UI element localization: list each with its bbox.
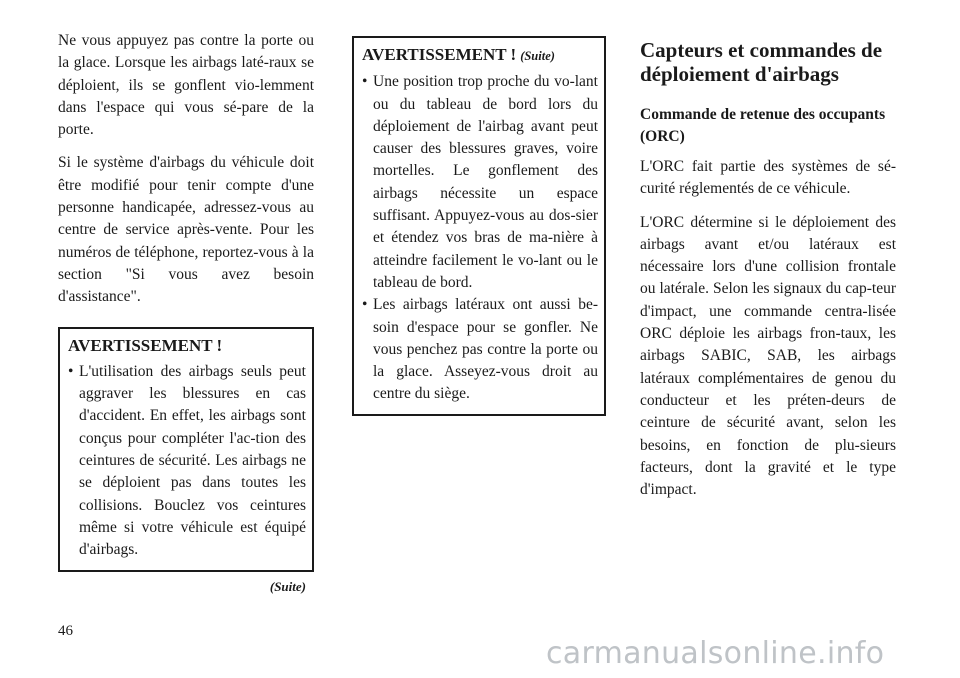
continued-label: (Suite) [269,578,306,594]
warning-item [362,71,598,294]
body-paragraph: Ne vous appuyez pas contre la porte ou la glace. Lorsque les airbags laté-raux se déploient, ils se gonflent vio-lemment dans l'espace qui vous sé-pare de la porte. [58,32,314,139]
continued-label: (Suite) [520,49,555,63]
body-paragraph: L'ORC détermine si le déploiement des airbags avant et/ou latéraux est nécessaire lors d'une collision frontale ou latérale. Selon les signaux du cap-teur d'impact, une commande centra-lisée ORC déploie les airbags fron-taux, les airbags SABIC, SAB, les airbags latéraux complémentaires de genou du conducteur et les préten-deurs de ceinture de sécurité avant, selon les besoins, en fonction de plu-sieurs facteurs, dont la gravité et le type d'impact. [640,213,896,499]
body-paragraph: Si le système d'airbags du véhicule doit être modifié pour tenir compte d'une personne handicapée, adressez-vous au centre de service après-vente. Pour les numéros de téléphone, reportez-vous à la section "Si vous avez besoin d'assistance". [58,154,314,306]
middle-column [352,36,606,416]
left-column [58,30,314,598]
bullet-icon: • [362,73,368,91]
page-number: 46 [58,623,73,639]
body-paragraph: L'ORC fait partie des systèmes de sé-curité réglementés de ce véhicule. [640,158,896,198]
warning-title-text: AVERTISSEMENT ! [362,45,517,64]
bullet-icon: • [68,362,74,380]
subsection-heading: Commande de retenue des occupants (ORC) [640,106,886,145]
warning-item [68,361,306,562]
warning-box [58,327,314,572]
warning-item-text: L'utilisation des airbags seuls peut aggraver les blessures en cas d'accident. En effet, les airbags sont conçus pour compléter l'ac-tion des ceintures de sécurité. Les airbags ne se déploient pas dans toutes les collisions. Bouclez vos ceintures même si votre véhicule est équipé d'airbags. [79,362,306,559]
watermark-text: carmanualsonline.info [546,636,885,671]
bullet-icon: • [362,296,368,314]
right-column [640,30,896,512]
warning-item [362,294,598,405]
warning-item-text: Une position trop proche du vo-lant ou du tableau de bord lors du déploiement de l'airbag avant peut causer des blessures graves, voire mortelles. Le gonflement des airbags nécessite un espace suffisant. Appuyez-vous au dos-sier et étendez vos bras de ma-nière à atteindre facilement le vo-lant ou le tableau de bord. [373,73,598,291]
warning-item-text: Les airbags latéraux ont aussi be-soin d'espace pour se gonfler. Ne vous penchez pas contre la porte ou la glace. Asseyez-vous droit au centre du siège. [373,296,598,403]
warning-box [352,36,606,416]
warning-title [362,44,598,67]
warning-title: AVERTISSEMENT ! [68,335,223,355]
section-heading: Capteurs et commandes de déploiement d'airbags [640,38,883,86]
